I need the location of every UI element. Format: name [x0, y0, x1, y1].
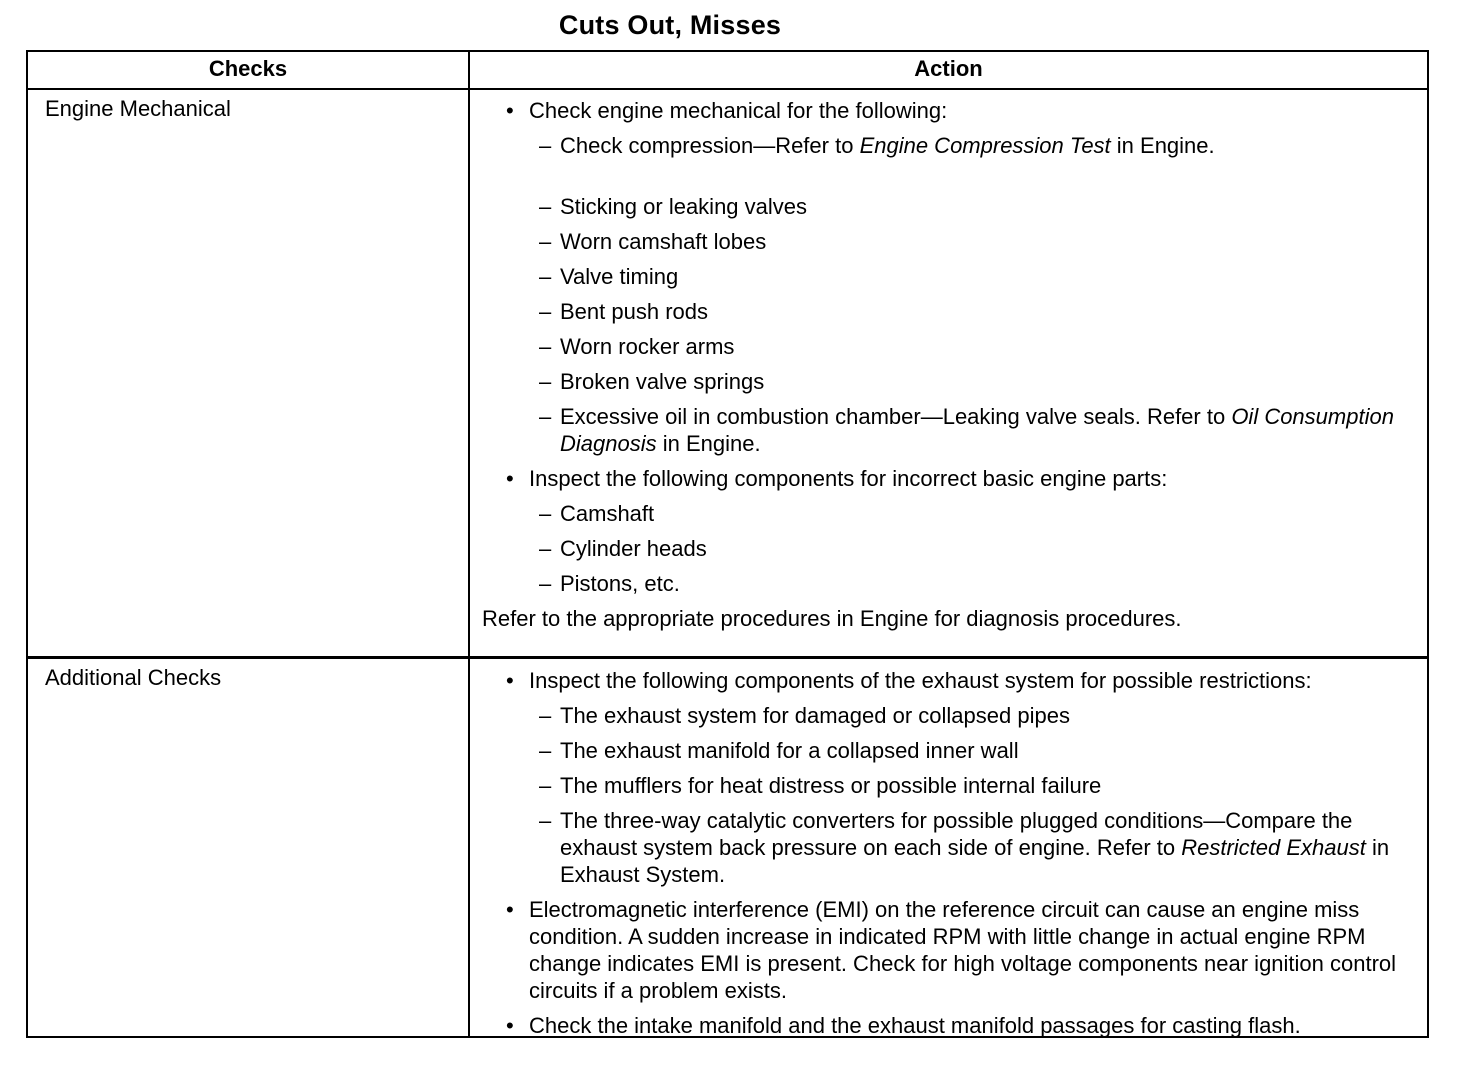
bullet-item: • Check the intake manifold and the exhaust manifold passages for casting flash.	[470, 1012, 1427, 1039]
bullet-item: • Inspect the following components of the exhaust system for possible restrictions:	[470, 667, 1427, 694]
dash-item: – Cylinder heads	[470, 535, 1427, 562]
dash-item	[470, 403, 1427, 457]
bullet-item: • Inspect the following components for incorrect basic engine parts:	[470, 465, 1427, 492]
dash-item: – The exhaust system for damaged or collapsed pipes	[470, 702, 1427, 729]
note-text: Refer to the appropriate procedures in Engine for diagnosis procedures.	[482, 606, 1182, 631]
check-additional-checks: Additional Checks	[45, 665, 222, 690]
dash-item	[470, 807, 1427, 888]
bullet-item: • Check engine mechanical for the following:	[470, 97, 1427, 124]
check-engine-mechanical: Engine Mechanical	[45, 96, 231, 121]
header-divider	[28, 88, 1427, 90]
dash-item: – The exhaust manifold for a collapsed inner wall	[470, 737, 1427, 764]
dash-text: Excessive oil in combustion chamber—Leaking valve seals. Refer to	[560, 404, 1232, 429]
reference-link-text: Oil Consumption Diagnosis	[560, 404, 1394, 456]
spacer	[470, 167, 1427, 193]
action-cell-engine-mechanical	[470, 97, 1427, 640]
dash-text: in Exhaust System.	[560, 835, 1390, 887]
dash-item: – Camshaft	[470, 500, 1427, 527]
bullet-item: • Electromagnetic interference (EMI) on the reference circuit can cause an engine miss condition. A sudden increase in indicated RPM with little change in actual engine RPM change indicates EMI is present. Check for high voltage components near ignition control circuits if a problem exists.	[470, 896, 1427, 1004]
dash-item: – Valve timing	[470, 263, 1427, 290]
dash-text: The three-way catalytic converters for possible plugged conditions—Compare the exhaust system back pressure on each side of engine. Refer to	[560, 808, 1353, 860]
diagnosis-table	[26, 50, 1429, 1038]
column-header-checks: Checks	[208, 56, 288, 81]
dash-item: – The mufflers for heat distress or possible internal failure	[470, 772, 1427, 799]
dash-item: – Sticking or leaking valves	[470, 193, 1427, 220]
dash-item	[470, 132, 1427, 159]
reference-link-text: Restricted Exhaust	[1181, 835, 1366, 860]
dash-item: – Worn camshaft lobes	[470, 228, 1427, 255]
dash-item: – Worn rocker arms	[470, 333, 1427, 360]
row-divider	[28, 656, 1427, 659]
dash-text: Check compression—Refer to	[560, 133, 860, 158]
dash-text: in Engine.	[656, 431, 761, 456]
dash-text: in Engine.	[1110, 133, 1215, 158]
column-header-action: Action	[914, 56, 983, 81]
page-title: Cuts Out, Misses	[558, 10, 782, 40]
dash-item: – Bent push rods	[470, 298, 1427, 325]
dash-item: – Broken valve springs	[470, 368, 1427, 395]
action-cell-additional-checks	[470, 667, 1427, 1047]
reference-link-text: Engine Compression Test	[859, 133, 1111, 158]
dash-item: – Pistons, etc.	[470, 570, 1427, 597]
